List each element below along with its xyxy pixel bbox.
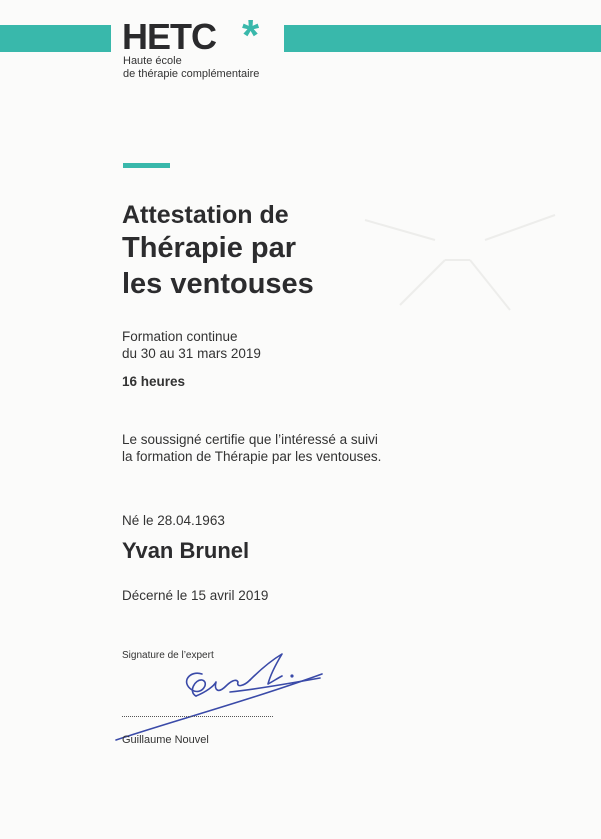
birth-date: Né le 28.04.1963 bbox=[122, 513, 225, 528]
course-type: Formation continue bbox=[122, 329, 238, 344]
logo-wordmark: HETC bbox=[122, 16, 216, 57]
expert-name: Guillaume Nouvel bbox=[122, 734, 209, 746]
handwritten-signature bbox=[110, 652, 330, 742]
header-band-right bbox=[284, 25, 601, 52]
issue-date: Décerné le 15 avril 2019 bbox=[122, 588, 269, 603]
recipient-name: Yvan Brunel bbox=[122, 538, 250, 563]
signature-line bbox=[122, 716, 273, 717]
certification-line-1: Le soussigné certifie que l’intéressé a suivi bbox=[122, 432, 378, 447]
school-name-line2: de thérapie complémentaire bbox=[123, 68, 260, 80]
title-line-2: Thérapie par bbox=[122, 232, 297, 264]
school-name-line1: Haute école bbox=[123, 55, 182, 67]
school-logo bbox=[122, 11, 282, 84]
course-hours: 16 heures bbox=[122, 374, 186, 389]
logo-star-icon: * bbox=[242, 11, 260, 60]
course-dates: du 30 au 31 mars 2019 bbox=[122, 346, 261, 361]
title-line-3: les ventouses bbox=[122, 268, 314, 300]
title-line-1: Attestation de bbox=[122, 201, 289, 229]
watermark-star-icon bbox=[360, 210, 560, 320]
certificate-title bbox=[122, 200, 314, 302]
signature-label: Signature de l’expert bbox=[122, 650, 214, 661]
accent-bar bbox=[123, 163, 170, 168]
certification-line-2: la formation de Thérapie par les ventouses. bbox=[122, 449, 382, 464]
header-band-left bbox=[0, 25, 111, 52]
